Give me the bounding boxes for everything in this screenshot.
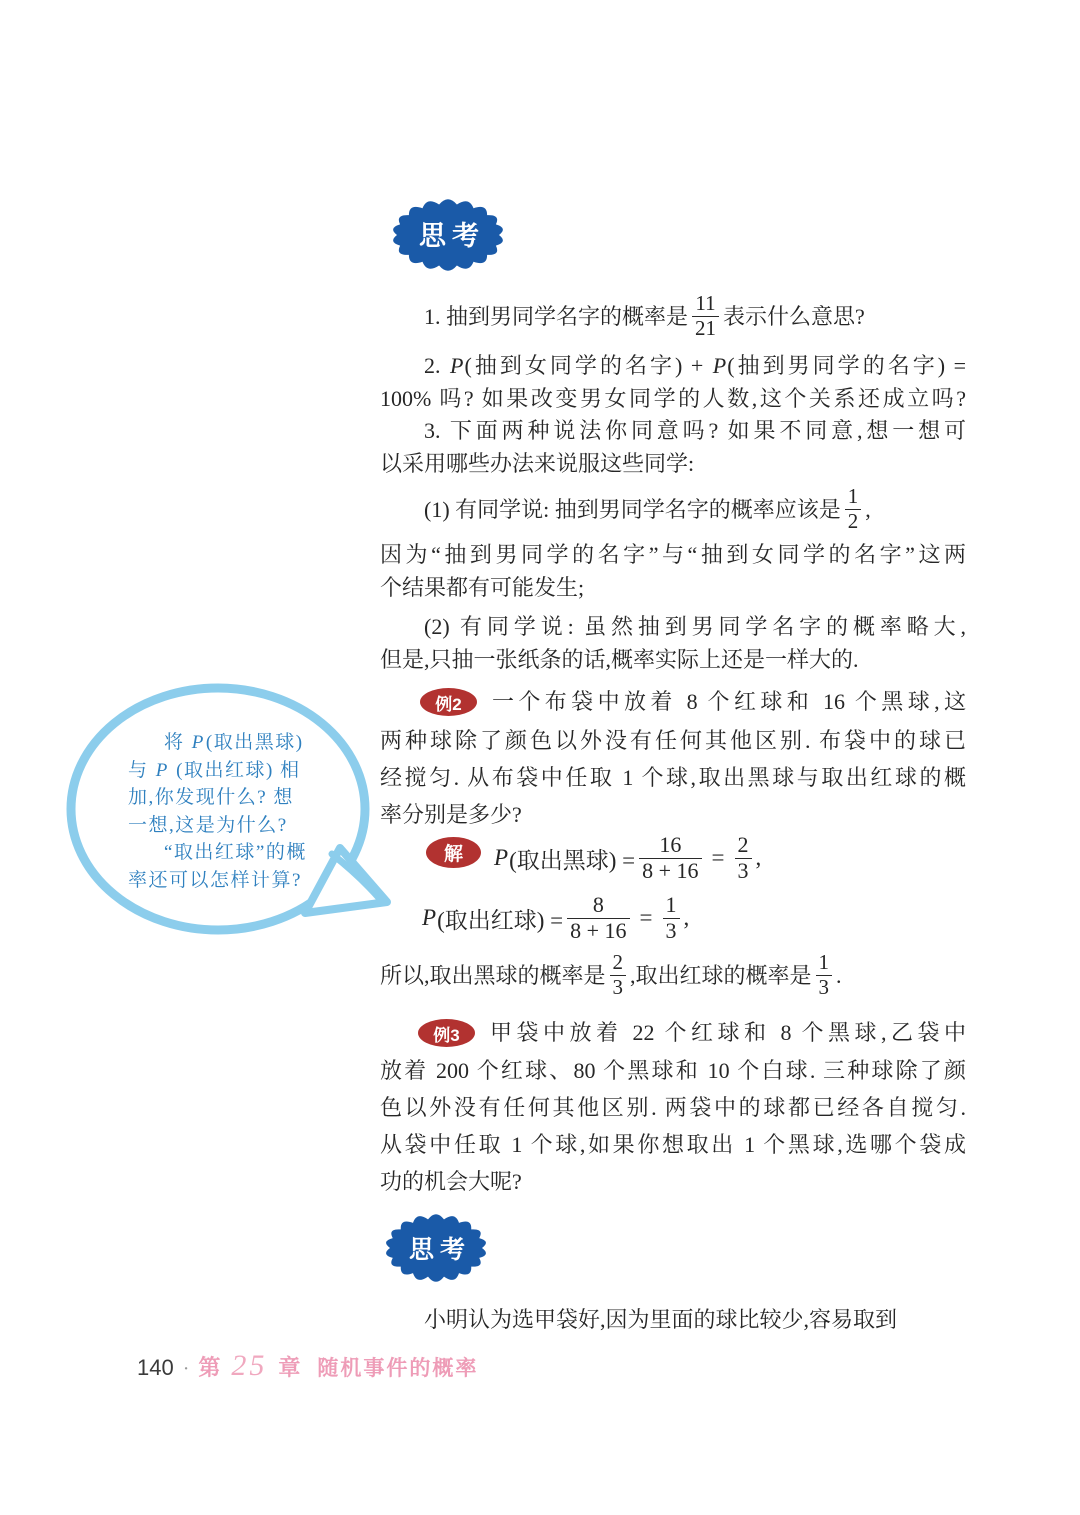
fraction-1-3: 1 3 xyxy=(816,951,833,999)
question-1 xyxy=(424,290,865,342)
fraction-2-3: $\frac{2}{3}$ xyxy=(735,833,752,883)
fraction-1-3: $\frac{1}{3}$ xyxy=(663,893,680,943)
fraction-8-over-8plus16: $\frac{8}{8 + 16}$ xyxy=(567,893,629,943)
statement-2-line-1: (2) 有同学说: 虽然抽到男同学名字的概率略大, xyxy=(424,614,966,639)
think-2-line-1: 小明认为选甲袋好,因为里面的球比较少,容易取到 xyxy=(424,1307,898,1332)
statement-1-continued xyxy=(380,538,966,604)
fraction-11-21: 11 21 xyxy=(692,292,719,340)
footer-separator: · xyxy=(182,1358,190,1380)
example-3-line-5: 功的机会大呢? xyxy=(380,1169,522,1194)
statement-2 xyxy=(380,610,966,676)
question-3-line-2: 以采用哪些办法来说服这些同学: xyxy=(380,451,695,476)
question-1-text-end: 表示什么意思? xyxy=(723,303,865,329)
example-3-line-1: 甲袋中放着 22 个红球和 8 个黑球,乙袋中 xyxy=(490,1020,966,1045)
chapter-title: 随机事件的概率 xyxy=(317,1356,479,1380)
p-variable: P xyxy=(422,905,437,930)
example-3-line-2: 放着 200 个红球、80 个黑球和 10 个白球. 三种球除了颜 xyxy=(380,1058,966,1083)
question-2-line-2: 100% 吗? 如果改变男女同学的人数,这个关系还成立吗? xyxy=(380,386,966,411)
p-variable: P xyxy=(155,759,169,781)
p-variable: P xyxy=(191,732,205,753)
chapter-prefix: 第 xyxy=(198,1355,221,1380)
statement-1-text: (1) 有同学说: 抽到男同学名字的概率应该是 xyxy=(424,496,841,522)
example-3-line-4: 从袋中任取 1 个球,如果你想取出 1 个黑球,选哪个袋成 xyxy=(380,1132,966,1157)
example-2-body xyxy=(380,722,966,833)
equals-sign: = xyxy=(639,905,653,930)
think-badge-label: 思考 xyxy=(408,1236,472,1264)
comma: , xyxy=(683,905,690,930)
page-footer xyxy=(137,1349,478,1383)
equation-1 xyxy=(493,828,761,888)
chapter-number: 25 xyxy=(231,1349,268,1382)
example-3-badge: 例3 xyxy=(418,1019,475,1047)
page-number: 140 xyxy=(137,1355,174,1380)
bubble-line-6: 率还可以怎样计算? xyxy=(128,869,302,891)
example-2-line-3: 经搅匀. 从布袋中任取 1 个球,取出黑球与取出红球的概 xyxy=(380,765,966,790)
bubble-line-1: 将 P(取出黑球) xyxy=(164,732,304,753)
question-2 xyxy=(380,349,966,415)
example-3-body xyxy=(380,1052,966,1200)
comma: , xyxy=(755,845,762,870)
statement-1-line-2: 因为“抽到男同学的名字”与“抽到女同学的名字”这两 xyxy=(380,542,966,567)
equation-1-label: (取出黑球) = xyxy=(509,847,636,873)
example-2-line-2: 两种球除了颜色以外没有任何其他区别. 布袋中的球已 xyxy=(380,728,966,753)
statement-1 xyxy=(424,482,871,536)
example-3-line-3: 色以外没有任何其他区别. 两袋中的球都已经各自搅匀. xyxy=(380,1095,966,1120)
fraction-2-3: 2 3 xyxy=(610,951,627,999)
question-3-line-1: 3. 下面两种说法你同意吗? 如果不同意,想一想可 xyxy=(424,418,966,443)
question-2-line-1: 2. P(抽到女同学的名字) + P(抽到男同学的名字) = xyxy=(424,353,967,378)
statement-2-line-2: 但是,只抽一张纸条的话,概率实际上还是一样大的. xyxy=(380,647,859,672)
bubble-line-4: 一想,这是为什么? xyxy=(128,814,288,836)
think-badge-2 xyxy=(383,1212,489,1284)
bubble-line-2: 与 P (取出红球) 相 xyxy=(128,759,301,781)
solution-badge: 解 xyxy=(426,837,481,868)
chapter-suffix: 章 xyxy=(278,1355,301,1380)
statement-1-comma: , xyxy=(865,496,871,522)
example-2-line-4: 率分别是多少? xyxy=(380,802,522,827)
p-variable: P xyxy=(712,353,727,378)
p-variable: P xyxy=(494,845,509,870)
p-variable: P xyxy=(450,353,464,378)
fraction-16-over-8plus16: $\frac{16}{8 + 16}$ xyxy=(639,833,701,883)
equation-2 xyxy=(421,888,689,948)
question-1-text: 1. 抽到男同学名字的概率是 xyxy=(424,303,689,329)
speech-bubble-text xyxy=(128,729,336,894)
equals-sign: = xyxy=(711,845,725,870)
question-3 xyxy=(380,414,966,480)
statement-1-line-3: 个结果都有可能发生; xyxy=(380,575,585,600)
example-2-line-1: 一个布袋中放着 8 个红球和 16 个黑球,这 xyxy=(492,689,966,714)
bubble-line-5: “取出红球”的概 xyxy=(164,842,307,863)
bubble-line-3: 加,你发现什么? 想 xyxy=(128,787,294,808)
think-badge xyxy=(390,197,506,273)
equation-2-label: (取出红球) = xyxy=(437,907,564,933)
fraction-1-2: 1 2 xyxy=(845,485,862,533)
solution-conclusion: 所以,取出黑球的概率是 2 3 ,取出红球的概率是 1 3 . xyxy=(380,949,842,999)
think-badge-label: 思考 xyxy=(419,221,485,251)
example-2-badge: 例2 xyxy=(420,688,477,716)
